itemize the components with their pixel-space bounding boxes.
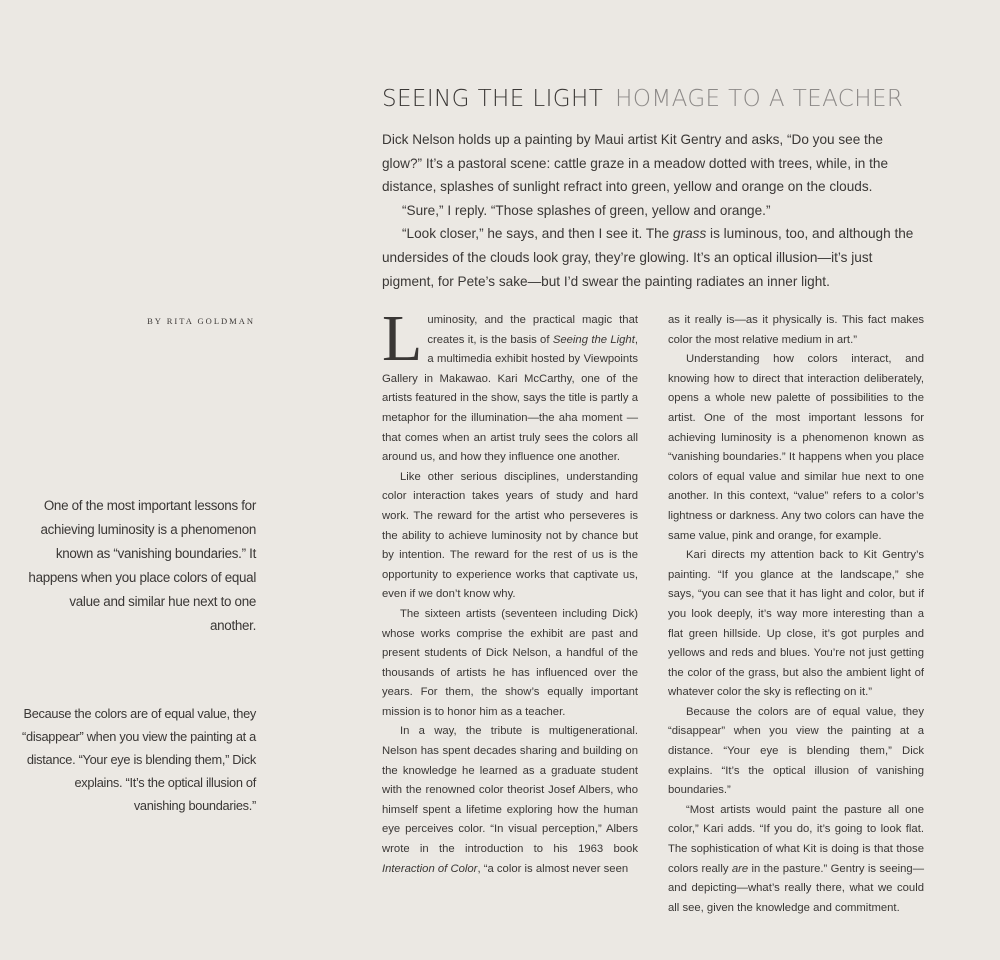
body-paragraph: Kari directs my attention back to Kit Gentry’s painting. “If you glance at the landscape,” she says, “you can see that it has light and color, but if you look deeply, it’s way more interesting than a flat green hillside. Up close, it’s got purples and yellows and reds and blues. You’re not just getting the color of the grass, but also the ambient light of whatever color the sky is reflecting on it.” (668, 549, 924, 699)
body-text: uminosity, and the practical magic that creates it, is the basis of (427, 314, 638, 346)
body-paragraph (382, 722, 638, 879)
byline: BY RITA GOLDMAN (147, 316, 255, 326)
body-column-1 (382, 302, 638, 879)
body-emphasis: Interaction of Color (382, 862, 478, 875)
headline-title: SEEING THE LIGHT (382, 86, 604, 112)
drop-cap: L (382, 302, 423, 375)
headline (382, 86, 982, 112)
intro-paragraph-3 (382, 222, 922, 293)
body-paragraph: Because the colors are of equal value, they “disappear” when you view the painting at a distance. “Your eye is blending them,” Dick explains. “It’s the optical illusion of vanishing boundaries.” (668, 705, 924, 797)
intro-paragraph-2: “Sure,” I reply. “Those splashes of green, yellow and orange.” (402, 202, 771, 218)
intro-paragraph-3-text: “Look closer,” he says, and then I see it. The (402, 226, 674, 242)
body-column-2 (668, 311, 924, 918)
body-text: , “a color is almost never seen (477, 862, 629, 875)
intro (382, 128, 922, 293)
body-emphasis: are (731, 862, 749, 875)
pull-quote-2: Because the colors are of equal value, they “disappear” when you view the painting at a distance. “Your eye is blending them,” Dick explains. “It’s the optical illusion of vanishing boundaries.” (22, 706, 256, 813)
body-text: “Most artists would paint the pasture all one color,” Kari adds. “If you do, it’s going to look flat. The sophistication of what Kit is doing is that those colors really (668, 803, 924, 875)
body-paragraph (382, 302, 638, 468)
pull-quote-1: One of the most important lessons for achieving luminosity is a phenomenon known as “vanishing boundaries.” It happens when you place colors of equal value and similar hue next to one another. (28, 498, 256, 633)
body-paragraph: as it really is—as it physically is. This fact makes color the most relative medium in art.” (668, 314, 924, 346)
body-paragraph: Understanding how colors interact, and knowing how to direct that interaction deliberately, opens a whole new palette of possibilities to the artist. One of the most important lessons for achieving luminosity is a phenomenon known as “vanishing boundaries.” It happens when you place colors of equal value and similar hue next to one another. In this context, “value” refers to a color’s lightness or darkness. Any two colors can have the same value, pink and orange, for example. (668, 353, 924, 542)
intro-emphasis: grass (673, 226, 707, 242)
body-text: in the pasture.” Gentry is seeing—and depicting—what’s really there, what we could all see, given the knowledge and commitment. (668, 862, 924, 914)
body-text: , a multimedia exhibit hosted by Viewpoints Gallery in Makawao. Kari McCarthy, one of the artists featured in the show, says the title is partly a metaphor for the illumination—the aha moment —that comes when an artist truly sees the colors all around us, and how they influence one another. (382, 333, 638, 464)
intro-paragraph-3-text-end: is luminous, too, and although the undersides of the clouds look gray, they’re glowing. It’s an optical illusion—it’s just pigment, for Pete’s sake—but I’d swear the painting radiates an inner light. (382, 226, 914, 289)
headline-subtitle: HOMAGE TO A TEACHER (615, 86, 904, 112)
body-paragraph (668, 801, 924, 919)
body-emphasis: Seeing the Light (552, 333, 635, 346)
body-paragraph: Like other serious disciplines, understanding color interaction takes years of study and hard work. The reward for the artist who perseveres is the ability to achieve luminosity not by chance but by intention. The reward for the rest of us is the opportunity to experience works that captivate us, even if we don’t know why. (382, 470, 638, 601)
body-text: In a way, the tribute is multigenerational. Nelson has spent decades sharing and building on the knowledge he learned as a graduate student with the renowned color theorist Josef Albers, who himself spent a lifetime exploring how the human eye perceives color. “In visual perception,” Albers wrote in the introduction to his 1963 book (382, 725, 638, 856)
body-paragraph: The sixteen artists (seventeen including Dick) whose works comprise the exhibit are past and present students of Dick Nelson, a handful of the thousands of artists he has influenced over the years. For them, the show’s equally important mission is to honor him as a teacher. (382, 607, 638, 718)
intro-paragraph-1: Dick Nelson holds up a painting by Maui artist Kit Gentry and asks, “Do you see the glow?” It’s a pastoral scene: cattle graze in a meadow dotted with trees, while, in the distance, splashes of sunlight refract into green, yellow and orange on the clouds. (382, 132, 889, 195)
